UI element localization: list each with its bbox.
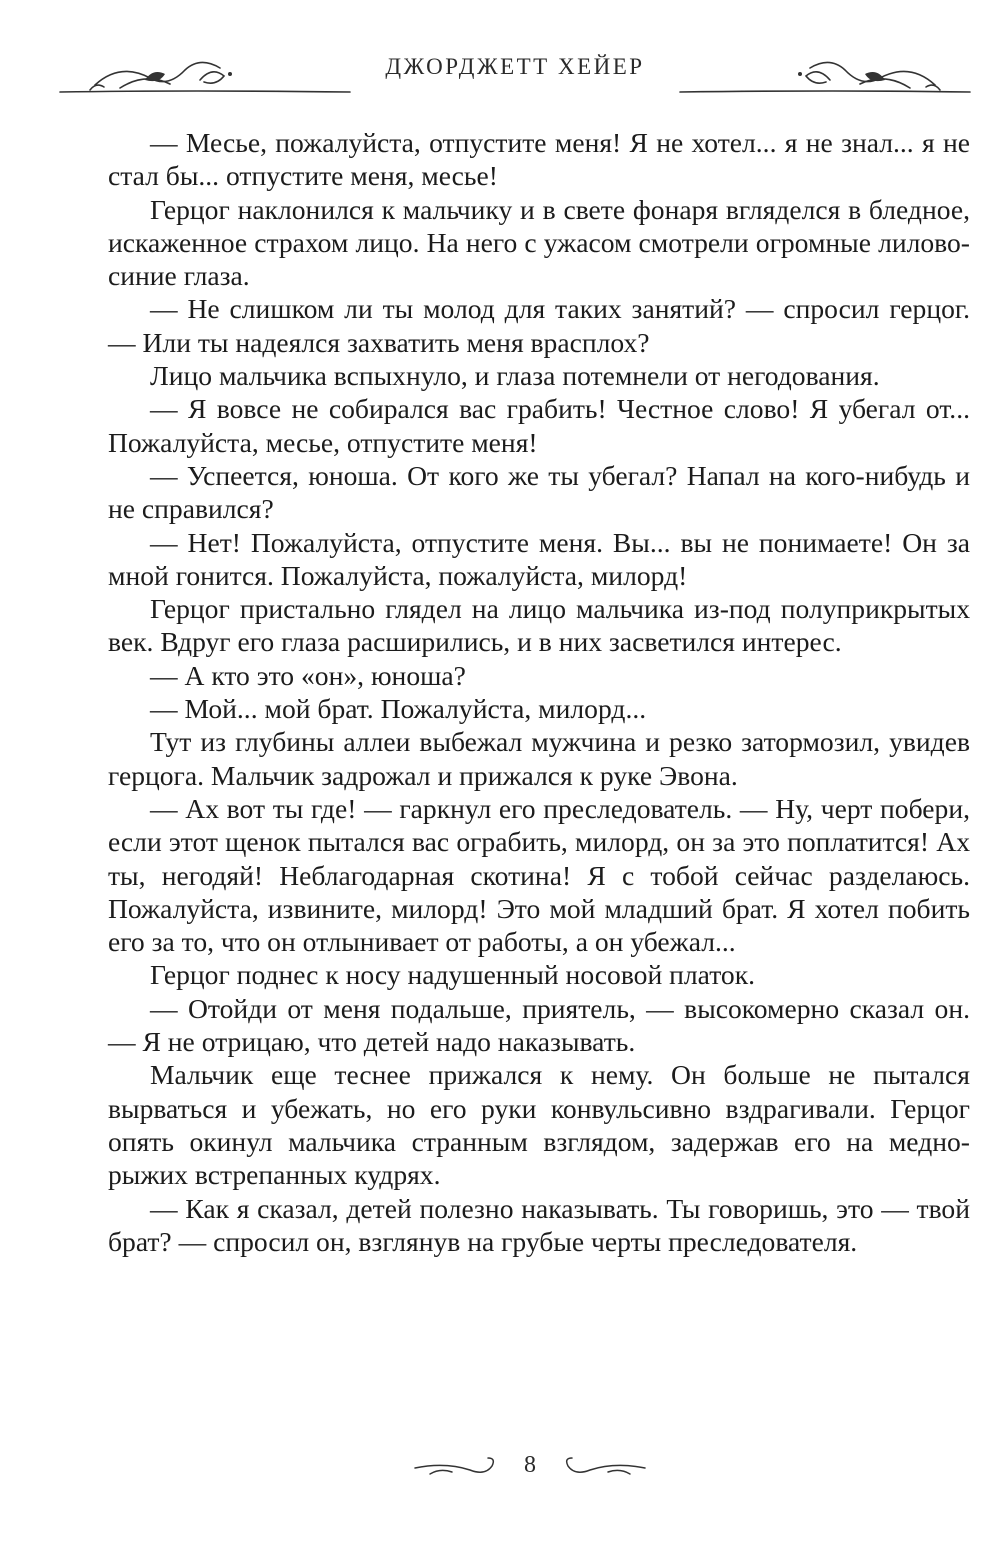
paragraph: — Отойди от меня подальше, приятель, — высокомерно сказал он. — Я не отрицаю, что детей надо наказывать. [108, 992, 970, 1058]
paragraph: Герцог наклонился к мальчику и в свете фонаря вгляделся в бледное, искаженное страхом лицо. На него с ужасом смотрели огромные лилово-синие глаза. [108, 193, 970, 292]
paragraph: — Как я сказал, детей полезно наказывать. Ты говоришь, это — твой брат? — спросил он, взглянув на грубые черты преследователя. [108, 1192, 970, 1257]
paragraph: — Мой... мой брат. Пожалуйста, милорд... [150, 693, 647, 725]
paragraph: Лицо мальчика вспыхнуло, и глаза потемнели от негодования. [150, 360, 880, 392]
paragraph: Герцог поднес к носу надушенный носовой платок. [150, 959, 756, 991]
paragraph: Мальчик еще теснее прижался к нему. Он больше не пытался вырваться и убежать, но его руки конвульсивно вздрагивали. Герцог опять окинул мальчика странным взглядом, задержав его на медно-рыжих встрепанных кудрях. [108, 1059, 970, 1191]
paragraph: — Я вовсе не собирался вас грабить! Честное слово! Я убегал от... Пожалуйста, месье, отпустите меня! [108, 393, 970, 458]
paragraph: — Не слишком ли ты молод для таких занятий? — спросил герцог. — Или ты надеялся захватить меня врасплох? [108, 293, 970, 358]
paragraph: — Ах вот ты где! — гаркнул его преследователь. — Ну, черт побери, если этот щенок пытался вас ограбить, милорд, он за это поплатится! Ах ты, негодяй! Неблагодарная скотина! Я с тобой сейчас разделаюсь. Пожалуйста, извините, милорд! Это мой младший брат. Я хотел побить его за то, что он отлынивает от работы, а он убежал... [108, 792, 970, 958]
paragraph: — А кто это «он», юноша? [150, 659, 466, 691]
paragraph: — Нет! Пожалуйста, отпустите меня. Вы... вы не понимаете! Он за мной гонится. Пожалуйста, пожалуйста, милорд! [108, 526, 970, 591]
body-text [108, 126, 970, 1258]
paragraph: — Успеется, юноша. От кого же ты убегал? Напал на кого-нибудь и не справился? [108, 459, 970, 525]
page-number: 8 [524, 1452, 536, 1478]
running-head-title: ДЖОРДЖЕТТ ХЕЙЕР [385, 54, 645, 79]
paragraph: Тут из глубины аллеи выбежал мужчина и резко затормозил, увидев герцога. Мальчик задрожал и прижался к руке Эвона. [108, 726, 970, 791]
page-footer [400, 1440, 660, 1500]
paragraph: Герцог пристально глядел на лицо мальчика из-под полуприкрытых век. Вдруг его глаза расширились, и в них засветился интерес. [108, 593, 970, 658]
page-header [50, 40, 980, 110]
paragraph: — Месье, пожалуйста, отпустите меня! Я не хотел... я не знал... я не стал бы... отпустите меня, месье! [108, 127, 970, 192]
